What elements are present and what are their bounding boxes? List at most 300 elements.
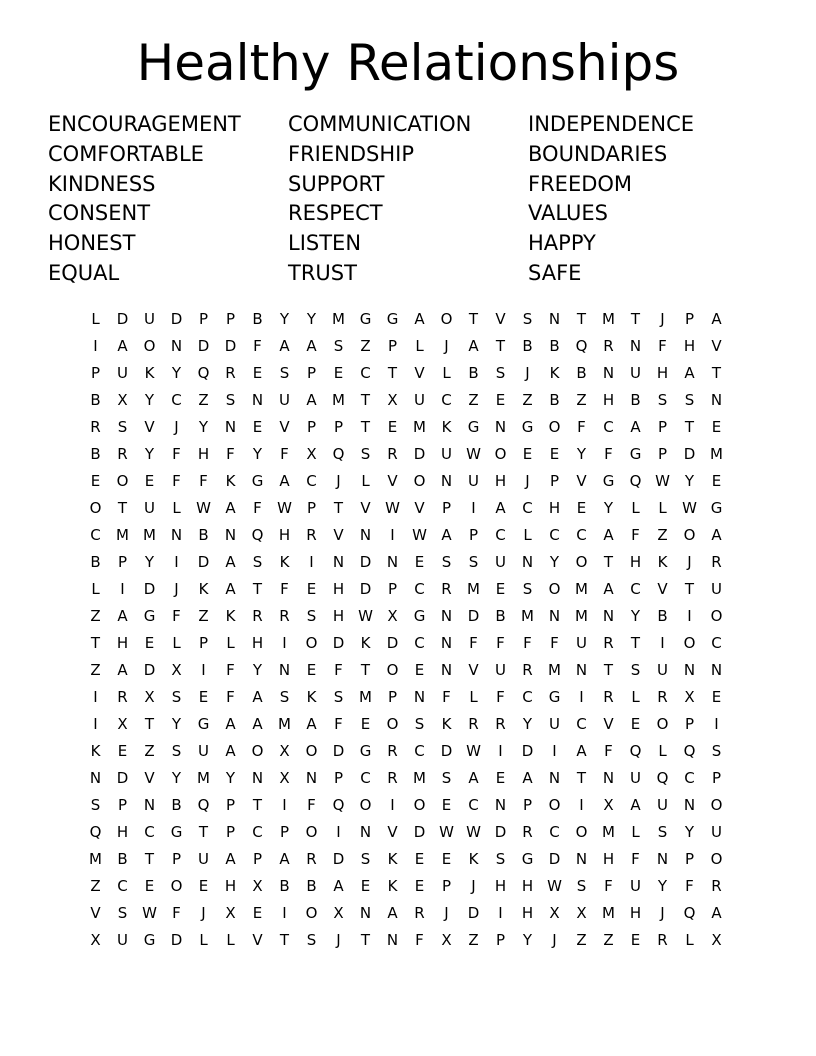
grid-letter[interactable]: Q	[197, 364, 210, 382]
grid-letter[interactable]: R	[414, 904, 425, 922]
grid-letter[interactable]: H	[602, 391, 615, 409]
grid-letter[interactable]: N	[494, 418, 507, 436]
grid-letter[interactable]: E	[144, 634, 155, 652]
grid-letter[interactable]: W	[358, 607, 373, 625]
grid-letter[interactable]: X	[576, 904, 587, 922]
grid-letter[interactable]: A	[603, 526, 614, 544]
grid-letter[interactable]: F	[604, 445, 613, 463]
grid-letter[interactable]: W	[466, 742, 481, 760]
grid-letter[interactable]: V	[360, 499, 371, 517]
grid-letter[interactable]: N	[494, 796, 507, 814]
grid-letter[interactable]: Y	[171, 715, 182, 733]
grid-letter[interactable]: C	[576, 715, 587, 733]
grid-letter[interactable]: P	[279, 823, 290, 841]
grid-letter[interactable]: N	[89, 769, 102, 787]
grid-letter[interactable]: K	[468, 850, 479, 868]
grid-letter[interactable]: O	[170, 877, 183, 895]
grid-letter[interactable]: S	[117, 418, 128, 436]
grid-letter[interactable]: A	[414, 310, 425, 328]
grid-letter[interactable]: B	[630, 391, 641, 409]
grid-letter[interactable]: D	[467, 607, 480, 625]
grid-letter[interactable]: E	[414, 877, 425, 895]
grid-letter[interactable]: A	[279, 472, 290, 490]
grid-letter[interactable]: A	[711, 526, 722, 544]
grid-letter[interactable]: E	[522, 445, 533, 463]
grid-letter[interactable]: S	[441, 553, 452, 571]
grid-letter[interactable]: I	[471, 499, 476, 517]
grid-letter[interactable]: T	[90, 634, 101, 652]
grid-letter[interactable]: I	[660, 634, 665, 652]
grid-letter[interactable]: F	[253, 499, 262, 517]
grid-letter[interactable]: S	[630, 661, 641, 679]
grid-letter[interactable]: P	[495, 931, 506, 949]
grid-letter[interactable]: O	[386, 715, 399, 733]
grid-letter[interactable]: J	[444, 337, 449, 355]
grid-letter[interactable]: Y	[252, 445, 263, 463]
grid-letter[interactable]: M	[278, 715, 291, 733]
grid-letter[interactable]: D	[359, 553, 372, 571]
grid-letter[interactable]: T	[117, 499, 128, 517]
grid-letter[interactable]: T	[360, 931, 371, 949]
grid-letter[interactable]: B	[252, 310, 263, 328]
grid-letter[interactable]: R	[603, 337, 614, 355]
grid-letter[interactable]: L	[442, 364, 451, 382]
grid-letter[interactable]: F	[172, 472, 181, 490]
grid-letter[interactable]: R	[225, 364, 236, 382]
grid-letter[interactable]: V	[279, 418, 290, 436]
grid-letter[interactable]: B	[522, 337, 533, 355]
grid-letter[interactable]: O	[548, 418, 561, 436]
grid-letter[interactable]: T	[279, 931, 290, 949]
grid-letter[interactable]: U	[198, 850, 209, 868]
grid-letter[interactable]: J	[552, 931, 557, 949]
grid-letter[interactable]: W	[466, 823, 481, 841]
grid-letter[interactable]: S	[171, 688, 182, 706]
grid-letter[interactable]: J	[660, 904, 665, 922]
grid-letter[interactable]: E	[441, 796, 452, 814]
grid-letter[interactable]: N	[332, 553, 345, 571]
grid-letter[interactable]: R	[495, 715, 506, 733]
grid-letter[interactable]: M	[467, 580, 480, 598]
grid-letter[interactable]: B	[306, 877, 317, 895]
grid-letter[interactable]: Z	[360, 337, 371, 355]
grid-letter[interactable]: P	[198, 634, 209, 652]
grid-letter[interactable]: T	[144, 850, 155, 868]
grid-letter[interactable]: C	[252, 823, 263, 841]
grid-letter[interactable]: C	[414, 634, 425, 652]
grid-letter[interactable]: G	[710, 499, 723, 517]
grid-letter[interactable]: N	[548, 607, 561, 625]
grid-letter[interactable]: O	[305, 823, 318, 841]
grid-letter[interactable]: O	[440, 310, 453, 328]
grid-letter[interactable]: E	[495, 391, 506, 409]
grid-letter[interactable]: B	[171, 796, 182, 814]
grid-letter[interactable]: A	[684, 364, 695, 382]
grid-letter[interactable]: F	[199, 472, 208, 490]
grid-letter[interactable]: N	[521, 553, 534, 571]
grid-letter[interactable]: B	[90, 553, 101, 571]
grid-letter[interactable]: K	[225, 607, 236, 625]
grid-letter[interactable]: P	[711, 769, 722, 787]
grid-letter[interactable]: F	[280, 580, 289, 598]
grid-letter[interactable]: U	[630, 877, 641, 895]
grid-letter[interactable]: D	[548, 850, 561, 868]
grid-letter[interactable]: V	[468, 661, 479, 679]
grid-letter[interactable]: G	[170, 823, 183, 841]
grid-letter[interactable]: N	[224, 526, 237, 544]
grid-letter[interactable]: S	[657, 823, 668, 841]
grid-letter[interactable]: R	[279, 607, 290, 625]
grid-letter[interactable]: X	[144, 688, 155, 706]
grid-letter[interactable]: V	[252, 931, 263, 949]
grid-letter[interactable]: L	[361, 472, 370, 490]
grid-letter[interactable]: K	[657, 553, 668, 571]
grid-letter[interactable]: R	[441, 580, 452, 598]
grid-letter[interactable]: U	[630, 364, 641, 382]
grid-letter[interactable]: E	[360, 715, 371, 733]
grid-letter[interactable]: Z	[90, 877, 101, 895]
grid-letter[interactable]: U	[657, 796, 668, 814]
grid-letter[interactable]: Y	[171, 769, 182, 787]
grid-letter[interactable]: J	[687, 553, 692, 571]
grid-letter[interactable]: Z	[198, 607, 209, 625]
grid-letter[interactable]: M	[575, 580, 588, 598]
grid-letter[interactable]: H	[116, 823, 129, 841]
grid-letter[interactable]: D	[332, 634, 345, 652]
grid-letter[interactable]: O	[89, 499, 102, 517]
grid-letter[interactable]: E	[333, 364, 344, 382]
grid-letter[interactable]: O	[413, 796, 426, 814]
grid-letter[interactable]: D	[170, 310, 183, 328]
grid-letter[interactable]: E	[414, 553, 425, 571]
grid-letter[interactable]: G	[548, 688, 561, 706]
grid-letter[interactable]: N	[602, 607, 615, 625]
grid-letter[interactable]: S	[117, 904, 128, 922]
grid-letter[interactable]: C	[711, 634, 722, 652]
grid-letter[interactable]: N	[278, 661, 291, 679]
grid-letter[interactable]: F	[604, 742, 613, 760]
grid-letter[interactable]: I	[93, 688, 98, 706]
grid-letter[interactable]: C	[576, 526, 587, 544]
grid-letter[interactable]: U	[495, 553, 506, 571]
grid-letter[interactable]: F	[523, 634, 532, 652]
grid-letter[interactable]: R	[306, 526, 317, 544]
grid-letter[interactable]: A	[117, 607, 128, 625]
grid-letter[interactable]: N	[251, 391, 264, 409]
grid-letter[interactable]: O	[656, 715, 669, 733]
grid-letter[interactable]: L	[199, 931, 208, 949]
grid-letter[interactable]: B	[549, 391, 560, 409]
grid-letter[interactable]: F	[226, 445, 235, 463]
grid-letter[interactable]: M	[602, 823, 615, 841]
grid-letter[interactable]: N	[386, 553, 399, 571]
grid-letter[interactable]: Y	[198, 418, 209, 436]
grid-letter[interactable]: M	[575, 607, 588, 625]
grid-letter[interactable]: H	[251, 634, 264, 652]
grid-letter[interactable]: O	[710, 796, 723, 814]
grid-letter[interactable]: E	[252, 418, 263, 436]
grid-letter[interactable]: R	[657, 931, 668, 949]
grid-letter[interactable]: K	[198, 580, 209, 598]
grid-letter[interactable]: M	[413, 769, 426, 787]
grid-letter[interactable]: X	[279, 742, 290, 760]
grid-letter[interactable]: P	[225, 310, 236, 328]
grid-letter[interactable]: E	[495, 580, 506, 598]
grid-letter[interactable]: Y	[522, 715, 533, 733]
grid-letter[interactable]: V	[387, 823, 398, 841]
grid-letter[interactable]: N	[224, 418, 237, 436]
grid-letter[interactable]: C	[144, 823, 155, 841]
grid-letter[interactable]: I	[282, 634, 287, 652]
grid-letter[interactable]: D	[224, 337, 237, 355]
grid-letter[interactable]: R	[387, 742, 398, 760]
grid-letter[interactable]: D	[170, 931, 183, 949]
grid-letter[interactable]: N	[386, 931, 399, 949]
grid-letter[interactable]: P	[441, 877, 452, 895]
grid-letter[interactable]: P	[306, 418, 317, 436]
grid-letter[interactable]: H	[656, 364, 669, 382]
grid-letter[interactable]: E	[711, 472, 722, 490]
grid-letter[interactable]: Q	[332, 445, 345, 463]
grid-letter[interactable]: C	[603, 418, 614, 436]
grid-letter[interactable]: L	[415, 337, 424, 355]
grid-letter[interactable]: R	[657, 688, 668, 706]
grid-letter[interactable]: T	[603, 661, 614, 679]
grid-letter[interactable]: H	[116, 634, 129, 652]
grid-letter[interactable]: A	[576, 742, 587, 760]
grid-letter[interactable]: R	[306, 850, 317, 868]
grid-letter[interactable]: S	[90, 796, 101, 814]
grid-letter[interactable]: S	[225, 391, 236, 409]
grid-letter[interactable]: P	[684, 715, 695, 733]
grid-letter[interactable]: D	[116, 310, 129, 328]
grid-letter[interactable]: F	[334, 661, 343, 679]
grid-letter[interactable]: U	[630, 769, 641, 787]
grid-letter[interactable]: C	[549, 526, 560, 544]
grid-letter[interactable]: E	[117, 742, 128, 760]
grid-letter[interactable]: I	[201, 661, 206, 679]
grid-letter[interactable]: R	[117, 445, 128, 463]
grid-letter[interactable]: O	[305, 742, 318, 760]
grid-letter[interactable]: S	[279, 364, 290, 382]
grid-letter[interactable]: Y	[306, 310, 317, 328]
grid-letter[interactable]: I	[93, 715, 98, 733]
grid-letter[interactable]: H	[548, 499, 561, 517]
grid-letter[interactable]: G	[251, 472, 264, 490]
grid-letter[interactable]: W	[142, 904, 157, 922]
grid-letter[interactable]: N	[683, 796, 696, 814]
grid-letter[interactable]: P	[171, 850, 182, 868]
grid-letter[interactable]: Z	[576, 391, 587, 409]
grid-letter[interactable]: R	[117, 688, 128, 706]
grid-letter[interactable]: J	[336, 931, 341, 949]
grid-letter[interactable]: Z	[657, 526, 668, 544]
grid-letter[interactable]: R	[387, 445, 398, 463]
grid-letter[interactable]: W	[682, 499, 697, 517]
grid-letter[interactable]: D	[521, 742, 534, 760]
grid-letter[interactable]: S	[171, 742, 182, 760]
grid-letter[interactable]: Q	[683, 904, 696, 922]
grid-letter[interactable]: H	[602, 850, 615, 868]
grid-letter[interactable]: X	[603, 796, 614, 814]
grid-letter[interactable]: V	[495, 310, 506, 328]
grid-letter[interactable]: D	[440, 742, 453, 760]
grid-letter[interactable]: U	[198, 742, 209, 760]
grid-letter[interactable]: D	[413, 823, 426, 841]
grid-letter[interactable]: V	[414, 499, 425, 517]
grid-letter[interactable]: C	[468, 796, 479, 814]
grid-letter[interactable]: M	[332, 310, 345, 328]
grid-letter[interactable]: U	[468, 472, 479, 490]
grid-letter[interactable]: P	[306, 499, 317, 517]
grid-letter[interactable]: L	[91, 580, 100, 598]
grid-letter[interactable]: N	[440, 661, 453, 679]
grid-letter[interactable]: R	[603, 688, 614, 706]
grid-letter[interactable]: B	[117, 850, 128, 868]
grid-letter[interactable]: Z	[468, 931, 479, 949]
grid-letter[interactable]: T	[198, 823, 209, 841]
grid-letter[interactable]: N	[629, 337, 642, 355]
grid-letter[interactable]: C	[630, 580, 641, 598]
grid-letter[interactable]: F	[442, 688, 451, 706]
grid-letter[interactable]: E	[576, 499, 587, 517]
grid-letter[interactable]: E	[414, 661, 425, 679]
grid-letter[interactable]: S	[495, 364, 506, 382]
grid-letter[interactable]: C	[684, 769, 695, 787]
grid-letter[interactable]: H	[494, 877, 507, 895]
grid-letter[interactable]: C	[360, 769, 371, 787]
grid-letter[interactable]: R	[387, 769, 398, 787]
grid-letter[interactable]: G	[197, 715, 210, 733]
grid-letter[interactable]: Q	[251, 526, 264, 544]
grid-letter[interactable]: D	[332, 850, 345, 868]
grid-letter[interactable]: C	[306, 472, 317, 490]
grid-letter[interactable]: I	[336, 823, 341, 841]
grid-letter[interactable]: F	[226, 661, 235, 679]
grid-letter[interactable]: H	[278, 526, 291, 544]
grid-letter[interactable]: X	[441, 931, 452, 949]
grid-letter[interactable]: U	[117, 931, 128, 949]
grid-letter[interactable]: A	[225, 715, 236, 733]
grid-letter[interactable]: U	[657, 661, 668, 679]
grid-letter[interactable]: V	[603, 715, 614, 733]
grid-letter[interactable]: F	[631, 526, 640, 544]
grid-letter[interactable]: I	[390, 526, 395, 544]
grid-letter[interactable]: X	[279, 769, 290, 787]
grid-letter[interactable]: Z	[90, 661, 101, 679]
grid-letter[interactable]: G	[386, 310, 399, 328]
grid-letter[interactable]: O	[575, 823, 588, 841]
grid-letter[interactable]: S	[684, 391, 695, 409]
grid-letter[interactable]: A	[225, 850, 236, 868]
grid-letter[interactable]: Y	[603, 499, 614, 517]
grid-letter[interactable]: A	[279, 337, 290, 355]
grid-letter[interactable]: T	[603, 553, 614, 571]
grid-letter[interactable]: T	[360, 418, 371, 436]
grid-letter[interactable]: P	[333, 769, 344, 787]
grid-letter[interactable]: G	[467, 418, 480, 436]
grid-letter[interactable]: I	[174, 553, 179, 571]
grid-letter[interactable]: Y	[576, 445, 587, 463]
grid-letter[interactable]: O	[575, 553, 588, 571]
grid-letter[interactable]: Z	[468, 391, 479, 409]
grid-letter[interactable]: V	[414, 364, 425, 382]
grid-letter[interactable]: H	[683, 337, 696, 355]
grid-letter[interactable]: M	[602, 310, 615, 328]
grid-letter[interactable]: K	[549, 364, 560, 382]
grid-letter[interactable]: D	[359, 580, 372, 598]
grid-letter[interactable]: U	[117, 364, 128, 382]
grid-letter[interactable]: P	[684, 850, 695, 868]
grid-letter[interactable]: X	[711, 931, 722, 949]
grid-letter[interactable]: L	[172, 499, 181, 517]
grid-letter[interactable]: B	[657, 607, 668, 625]
grid-letter[interactable]: C	[117, 877, 128, 895]
grid-letter[interactable]: D	[683, 445, 696, 463]
grid-letter[interactable]: I	[93, 337, 98, 355]
grid-letter[interactable]: A	[468, 337, 479, 355]
grid-letter[interactable]: J	[525, 472, 530, 490]
grid-letter[interactable]: G	[359, 742, 372, 760]
grid-letter[interactable]: M	[197, 769, 210, 787]
grid-letter[interactable]: N	[602, 364, 615, 382]
grid-letter[interactable]: M	[332, 391, 345, 409]
grid-letter[interactable]: Y	[684, 823, 695, 841]
grid-letter[interactable]: L	[523, 526, 532, 544]
grid-letter[interactable]: M	[602, 904, 615, 922]
grid-letter[interactable]: F	[577, 418, 586, 436]
grid-letter[interactable]: X	[117, 715, 128, 733]
grid-letter[interactable]: S	[414, 715, 425, 733]
grid-letter[interactable]: D	[116, 769, 129, 787]
grid-letter[interactable]: K	[144, 364, 155, 382]
grid-letter[interactable]: F	[604, 877, 613, 895]
grid-letter[interactable]: R	[90, 418, 101, 436]
grid-letter[interactable]: S	[279, 688, 290, 706]
grid-letter[interactable]: Z	[198, 391, 209, 409]
grid-letter[interactable]: T	[630, 634, 641, 652]
grid-letter[interactable]: P	[522, 796, 533, 814]
grid-letter[interactable]: Q	[656, 769, 669, 787]
grid-letter[interactable]: T	[684, 580, 695, 598]
grid-letter[interactable]: T	[576, 310, 587, 328]
grid-letter[interactable]: T	[144, 715, 155, 733]
grid-letter[interactable]: U	[495, 661, 506, 679]
grid-letter[interactable]: N	[413, 688, 426, 706]
grid-letter[interactable]: R	[522, 823, 533, 841]
grid-letter[interactable]: C	[90, 526, 101, 544]
grid-letter[interactable]: B	[576, 364, 587, 382]
grid-letter[interactable]: V	[657, 580, 668, 598]
grid-letter[interactable]: N	[575, 850, 588, 868]
grid-letter[interactable]: L	[469, 688, 478, 706]
grid-letter[interactable]: Z	[90, 607, 101, 625]
grid-letter[interactable]: E	[306, 580, 317, 598]
grid-letter[interactable]: P	[306, 364, 317, 382]
grid-letter[interactable]: F	[550, 634, 559, 652]
grid-letter[interactable]: J	[525, 364, 530, 382]
grid-letter[interactable]: W	[547, 877, 562, 895]
grid-letter[interactable]: S	[576, 877, 587, 895]
grid-letter[interactable]: N	[305, 769, 318, 787]
grid-letter[interactable]: Y	[252, 661, 263, 679]
grid-letter[interactable]: E	[360, 877, 371, 895]
grid-letter[interactable]: A	[333, 877, 344, 895]
grid-letter[interactable]: A	[630, 796, 641, 814]
grid-letter[interactable]: G	[602, 472, 615, 490]
grid-letter[interactable]: Q	[197, 796, 210, 814]
grid-letter[interactable]: B	[549, 337, 560, 355]
